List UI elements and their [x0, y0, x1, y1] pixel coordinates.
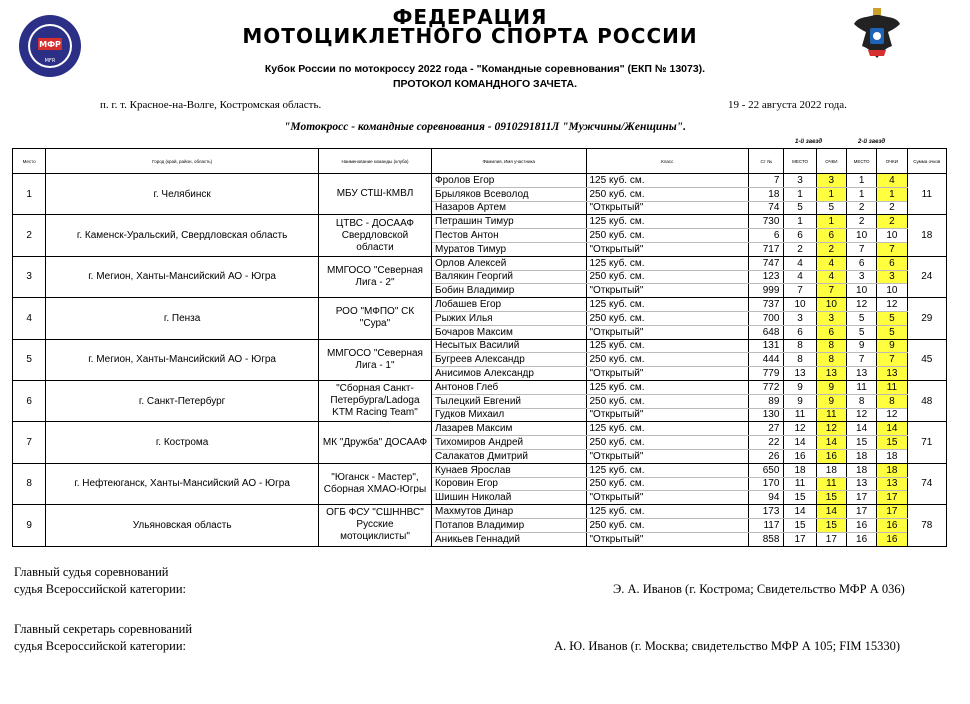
heat2-place: 14	[846, 422, 876, 436]
secretary-name: А. Ю. Иванов (г. Москва; свидетельство МФР А 105; FIM 15330)	[554, 639, 901, 653]
heat2-place: 16	[846, 518, 876, 532]
team-place: 4	[13, 298, 46, 339]
rider-name: Бугреев Александр	[432, 353, 586, 367]
col-header: Класс	[586, 149, 749, 174]
heat2-place: 10	[846, 229, 876, 243]
rider-class: 125 куб. см.	[586, 505, 749, 519]
rider-class: 125 куб. см.	[586, 215, 749, 229]
heat1-points: 16	[816, 449, 846, 463]
rider-number: 772	[749, 380, 784, 394]
heat1-place: 5	[784, 201, 816, 215]
heat1-points: 15	[816, 491, 846, 505]
event-discipline: "Мотокросс - командные соревнования - 0910291811Л "Мужчины/Женщины".	[284, 121, 686, 133]
federation-title-line1: ФЕДЕРАЦИЯ	[392, 5, 548, 29]
heat2-place: 18	[846, 463, 876, 477]
heat1-place: 1	[784, 187, 816, 201]
heat1-points: 15	[816, 518, 846, 532]
heat2-points: 13	[877, 477, 907, 491]
rider-number: 444	[749, 353, 784, 367]
heat2-points: 16	[877, 518, 907, 532]
team-place: 6	[13, 380, 46, 421]
table-row	[13, 380, 947, 394]
heat2-points: 7	[877, 242, 907, 256]
heat2-points: 12	[877, 408, 907, 422]
team-club: МК "Дружба" ДОСААФ	[318, 422, 431, 463]
team-club: ММГОСО "Северная Лига - 2"	[318, 256, 431, 297]
rider-number: 123	[749, 270, 784, 284]
heat1-points: 12	[816, 422, 846, 436]
rider-name: Фролов Егор	[432, 174, 586, 188]
heat1-place: 1	[784, 215, 816, 229]
heat1-place: 16	[784, 449, 816, 463]
heat1-points: 9	[816, 394, 846, 408]
rider-class: "Открытый"	[586, 325, 749, 339]
rider-name: Махмутов Динар	[432, 505, 586, 519]
heat1-place: 6	[784, 325, 816, 339]
heat1-place: 17	[784, 532, 816, 546]
rider-name: Потапов Владимир	[432, 518, 586, 532]
heat1-points: 18	[816, 463, 846, 477]
rider-number: 650	[749, 463, 784, 477]
heat1-points: 8	[816, 339, 846, 353]
heat1-place: 15	[784, 491, 816, 505]
team-city: г. Каменск-Уральский, Свердловская область	[46, 215, 319, 256]
rider-class: 125 куб. см.	[586, 380, 749, 394]
rider-class: "Открытый"	[586, 532, 749, 546]
team-club: МБУ СТШ-КМВЛ	[318, 174, 431, 215]
heat1-place: 9	[784, 380, 816, 394]
heat1-place: 8	[784, 339, 816, 353]
rider-name: Брыляков Всеволод	[432, 187, 586, 201]
heat1-place: 2	[784, 242, 816, 256]
heat1-points: 1	[816, 187, 846, 201]
team-place: 7	[13, 422, 46, 463]
heat1-place: 13	[784, 367, 816, 381]
rider-name: Анисимов Александр	[432, 367, 586, 381]
heat2-points: 6	[877, 256, 907, 270]
heat2-points: 11	[877, 380, 907, 394]
event-dates: 19 - 22 августа 2022 года.	[728, 99, 847, 111]
team-total: 71	[907, 422, 946, 463]
svg-text:MFR: MFR	[44, 58, 56, 64]
heat1-points: 6	[816, 325, 846, 339]
heat2-place: 18	[846, 449, 876, 463]
rider-name: Орлов Алексей	[432, 256, 586, 270]
team-city: г. Мегион, Ханты-Мансийский АО - Югра	[46, 339, 319, 380]
heat1-points: 13	[816, 367, 846, 381]
col-header: Город (край, район, область)	[46, 149, 319, 174]
rider-name: Муратов Тимур	[432, 242, 586, 256]
rider-class: 250 куб. см.	[586, 477, 749, 491]
heat2-points: 4	[877, 174, 907, 188]
col-header: ОЧКИ	[877, 149, 907, 174]
team-total: 78	[907, 505, 946, 546]
heat1-place: 3	[784, 311, 816, 325]
rider-number: 6	[749, 229, 784, 243]
rider-name: Петрашин Тимур	[432, 215, 586, 229]
rider-name: Тихомиров Андрей	[432, 436, 586, 450]
heat2-place: 13	[846, 367, 876, 381]
team-place: 1	[13, 174, 46, 215]
heat2-points: 17	[877, 505, 907, 519]
col-header: Фамилия, Имя участника	[432, 149, 586, 174]
rider-number: 117	[749, 518, 784, 532]
heat2-place: 16	[846, 532, 876, 546]
rider-name: Несытых Василий	[432, 339, 586, 353]
heat2-place: 3	[846, 270, 876, 284]
heat2-points: 10	[877, 284, 907, 298]
heat2-place: 17	[846, 505, 876, 519]
col-header: МЕСТО	[846, 149, 876, 174]
team-city: г. Мегион, Ханты-Мансийский АО - Югра	[46, 256, 319, 297]
rider-number: 173	[749, 505, 784, 519]
team-city: Ульяновская область	[46, 505, 319, 546]
table-body	[13, 174, 947, 547]
team-total: 45	[907, 339, 946, 380]
rider-class: 250 куб. см.	[586, 270, 749, 284]
heat1-points: 9	[816, 380, 846, 394]
heat2-place: 11	[846, 380, 876, 394]
team-city: г. Нефтеюганск, Ханты-Мансийский АО - Югра	[46, 463, 319, 504]
rider-class: "Открытый"	[586, 491, 749, 505]
rider-name: Валякин Георгий	[432, 270, 586, 284]
team-club: "Сборная Санкт-Петербурга/Ladoga KTM Racing Team"	[318, 380, 431, 421]
rider-number: 94	[749, 491, 784, 505]
heat1-place: 11	[784, 477, 816, 491]
team-city: г. Кострома	[46, 422, 319, 463]
heat2-place: 6	[846, 256, 876, 270]
team-total: 24	[907, 256, 946, 297]
heat1-points: 11	[816, 477, 846, 491]
team-place: 5	[13, 339, 46, 380]
team-place: 9	[13, 505, 46, 546]
heat1-points: 6	[816, 229, 846, 243]
table-header-row	[13, 149, 947, 174]
rider-number: 170	[749, 477, 784, 491]
team-club: ОГБ ФСУ "СШННВС" Русские мотоциклисты"	[318, 505, 431, 546]
rider-number: 131	[749, 339, 784, 353]
rider-number: 7	[749, 174, 784, 188]
heat2-points: 18	[877, 449, 907, 463]
rider-number: 22	[749, 436, 784, 450]
rider-number: 89	[749, 394, 784, 408]
federation-title	[150, 5, 790, 48]
rider-number: 858	[749, 532, 784, 546]
rider-name: Аникьев Геннадий	[432, 532, 586, 546]
heat2-points: 5	[877, 325, 907, 339]
rider-number: 779	[749, 367, 784, 381]
rider-class: "Открытый"	[586, 367, 749, 381]
rider-number: 999	[749, 284, 784, 298]
rider-name: Коровин Егор	[432, 477, 586, 491]
heat2-points: 2	[877, 201, 907, 215]
heat1-place: 10	[784, 298, 816, 312]
heat1-points: 17	[816, 532, 846, 546]
rider-class: 125 куб. см.	[586, 422, 749, 436]
rider-number: 130	[749, 408, 784, 422]
team-total: 11	[907, 174, 946, 215]
heat1-place: 15	[784, 518, 816, 532]
coat-of-arms-icon	[848, 6, 906, 64]
heat2-points: 8	[877, 394, 907, 408]
heat1-points: 10	[816, 298, 846, 312]
heat1-place: 7	[784, 284, 816, 298]
team-total: 29	[907, 298, 946, 339]
rider-number: 74	[749, 201, 784, 215]
heat1-place: 12	[784, 422, 816, 436]
col-header: Сумма очков	[907, 149, 946, 174]
heat1-points: 3	[816, 174, 846, 188]
heat2-place: 2	[846, 215, 876, 229]
secretary-title: Главный секретарь соревнований	[14, 622, 193, 636]
heat2-points: 13	[877, 367, 907, 381]
team-place: 3	[13, 256, 46, 297]
rider-class: "Открытый"	[586, 408, 749, 422]
rider-class: 125 куб. см.	[586, 463, 749, 477]
heat2-points: 1	[877, 187, 907, 201]
heat2-points: 16	[877, 532, 907, 546]
heat2-place: 9	[846, 339, 876, 353]
heat1-points: 11	[816, 408, 846, 422]
rider-name: Бобин Владимир	[432, 284, 586, 298]
heat2-place: 12	[846, 408, 876, 422]
secretary-category: судья Всероссийской категории:	[14, 639, 186, 653]
table-row	[13, 215, 947, 229]
rider-class: 125 куб. см.	[586, 256, 749, 270]
heat1-label: 1-й заезд	[795, 139, 823, 145]
heat2-place: 7	[846, 242, 876, 256]
team-club: ЦТВС - ДОСААФ Свердловской области	[318, 215, 431, 256]
rider-class: 250 куб. см.	[586, 394, 749, 408]
heat1-place: 8	[784, 353, 816, 367]
heat1-place: 11	[784, 408, 816, 422]
heat2-place: 5	[846, 325, 876, 339]
team-place: 8	[13, 463, 46, 504]
table-row	[13, 505, 947, 519]
rider-number: 730	[749, 215, 784, 229]
heat1-place: 14	[784, 505, 816, 519]
rider-class: "Открытый"	[586, 242, 749, 256]
heat1-place: 9	[784, 394, 816, 408]
event-place: п. г. т. Красное-на-Волге, Костромская область.	[100, 99, 322, 111]
heat2-label: 2-й заезд	[858, 139, 886, 145]
heat2-points: 18	[877, 463, 907, 477]
heat1-points: 4	[816, 256, 846, 270]
judge-name: Э. А. Иванов (г. Кострома; Свидетельство МФР А 036)	[613, 582, 905, 596]
rider-name: Кунаев Ярослав	[432, 463, 586, 477]
heat1-place: 18	[784, 463, 816, 477]
cup-title: Кубок России по мотокроссу 2022 года - "Командные соревнования" (ЕКП № 13073).	[264, 63, 706, 75]
rider-name: Бочаров Максим	[432, 325, 586, 339]
heat1-place: 4	[784, 270, 816, 284]
table-row	[13, 339, 947, 353]
heat1-points: 1	[816, 215, 846, 229]
judge-category: судья Всероссийской категории:	[14, 582, 186, 596]
heat2-points: 5	[877, 311, 907, 325]
heat2-place: 7	[846, 353, 876, 367]
table-row	[13, 298, 947, 312]
team-total: 18	[907, 215, 946, 256]
rider-number: 717	[749, 242, 784, 256]
heat2-points: 10	[877, 229, 907, 243]
heat1-place: 14	[784, 436, 816, 450]
table-row	[13, 256, 947, 270]
team-city: г. Пенза	[46, 298, 319, 339]
judge-title: Главный судья соревнований	[14, 565, 169, 579]
heat1-place: 6	[784, 229, 816, 243]
rider-class: "Открытый"	[586, 201, 749, 215]
protocol-title: ПРОТОКОЛ КОМАНДНОГО ЗАЧЕТА.	[392, 78, 578, 90]
rider-name: Гудков Михаил	[432, 408, 586, 422]
rider-number: 26	[749, 449, 784, 463]
heat2-place: 1	[846, 187, 876, 201]
heat2-place: 8	[846, 394, 876, 408]
rider-number: 648	[749, 325, 784, 339]
rider-name: Рыжих Илья	[432, 311, 586, 325]
rider-class: 250 куб. см.	[586, 518, 749, 532]
rider-class: 250 куб. см.	[586, 187, 749, 201]
rider-name: Салакатов Дмитрий	[432, 449, 586, 463]
heat2-points: 2	[877, 215, 907, 229]
table-row	[13, 422, 947, 436]
team-club: "Юганск - Мастер", Сборная ХМАО-Югры	[318, 463, 431, 504]
heat2-place: 5	[846, 311, 876, 325]
rider-number: 747	[749, 256, 784, 270]
rider-name: Антонов Глеб	[432, 380, 586, 394]
rider-class: 250 куб. см.	[586, 311, 749, 325]
heat1-points: 14	[816, 505, 846, 519]
rider-name: Тылецкий Евгений	[432, 394, 586, 408]
heat2-points: 14	[877, 422, 907, 436]
col-header: Наименование команды (клуба)	[318, 149, 431, 174]
heat2-place: 12	[846, 298, 876, 312]
team-place: 2	[13, 215, 46, 256]
heat2-place: 1	[846, 174, 876, 188]
rider-name: Назаров Артем	[432, 201, 586, 215]
rider-name: Лазарев Максим	[432, 422, 586, 436]
heat2-place: 2	[846, 201, 876, 215]
heat1-points: 8	[816, 353, 846, 367]
team-total: 74	[907, 463, 946, 504]
rider-class: 250 куб. см.	[586, 436, 749, 450]
heat2-points: 7	[877, 353, 907, 367]
heat2-points: 9	[877, 339, 907, 353]
team-city: г. Санкт-Петербург	[46, 380, 319, 421]
col-header: Ст №	[749, 149, 784, 174]
rider-name: Шишин Николай	[432, 491, 586, 505]
rider-name: Пестов Антон	[432, 229, 586, 243]
results-table	[12, 148, 947, 547]
heat1-points: 7	[816, 284, 846, 298]
rider-class: 125 куб. см.	[586, 298, 749, 312]
col-header: ОЧКИ	[816, 149, 846, 174]
heat2-points: 12	[877, 298, 907, 312]
heat2-place: 17	[846, 491, 876, 505]
heat1-place: 3	[784, 174, 816, 188]
heat2-points: 17	[877, 491, 907, 505]
heat1-points: 14	[816, 436, 846, 450]
team-city: г. Челябинск	[46, 174, 319, 215]
heat2-points: 3	[877, 270, 907, 284]
rider-number: 737	[749, 298, 784, 312]
rider-name: Лобашев Егор	[432, 298, 586, 312]
rider-class: 125 куб. см.	[586, 339, 749, 353]
table-row	[13, 174, 947, 188]
team-club: ММГОСО "Северная Лига - 1"	[318, 339, 431, 380]
heat1-place: 4	[784, 256, 816, 270]
team-total: 48	[907, 380, 946, 421]
heat2-place: 13	[846, 477, 876, 491]
rider-number: 700	[749, 311, 784, 325]
rider-class: "Открытый"	[586, 449, 749, 463]
col-header: МЕСТО	[784, 149, 816, 174]
col-header: Место	[13, 149, 46, 174]
rider-class: "Открытый"	[586, 284, 749, 298]
table-row	[13, 463, 947, 477]
rider-number: 27	[749, 422, 784, 436]
rider-class: 250 куб. см.	[586, 229, 749, 243]
heat1-points: 3	[816, 311, 846, 325]
heat1-points: 5	[816, 201, 846, 215]
team-club: РОО "МФПО" СК "Сура"	[318, 298, 431, 339]
rider-class: 125 куб. см.	[586, 174, 749, 188]
rider-number: 18	[749, 187, 784, 201]
heat2-place: 10	[846, 284, 876, 298]
heat1-points: 2	[816, 242, 846, 256]
rider-class: 250 куб. см.	[586, 353, 749, 367]
federation-title-line2: МОТОЦИКЛЕТНОГО СПОРТА РОССИИ	[242, 24, 698, 48]
heat2-points: 15	[877, 436, 907, 450]
heat1-points: 4	[816, 270, 846, 284]
heat2-place: 15	[846, 436, 876, 450]
svg-text:МФР: МФР	[39, 40, 61, 49]
